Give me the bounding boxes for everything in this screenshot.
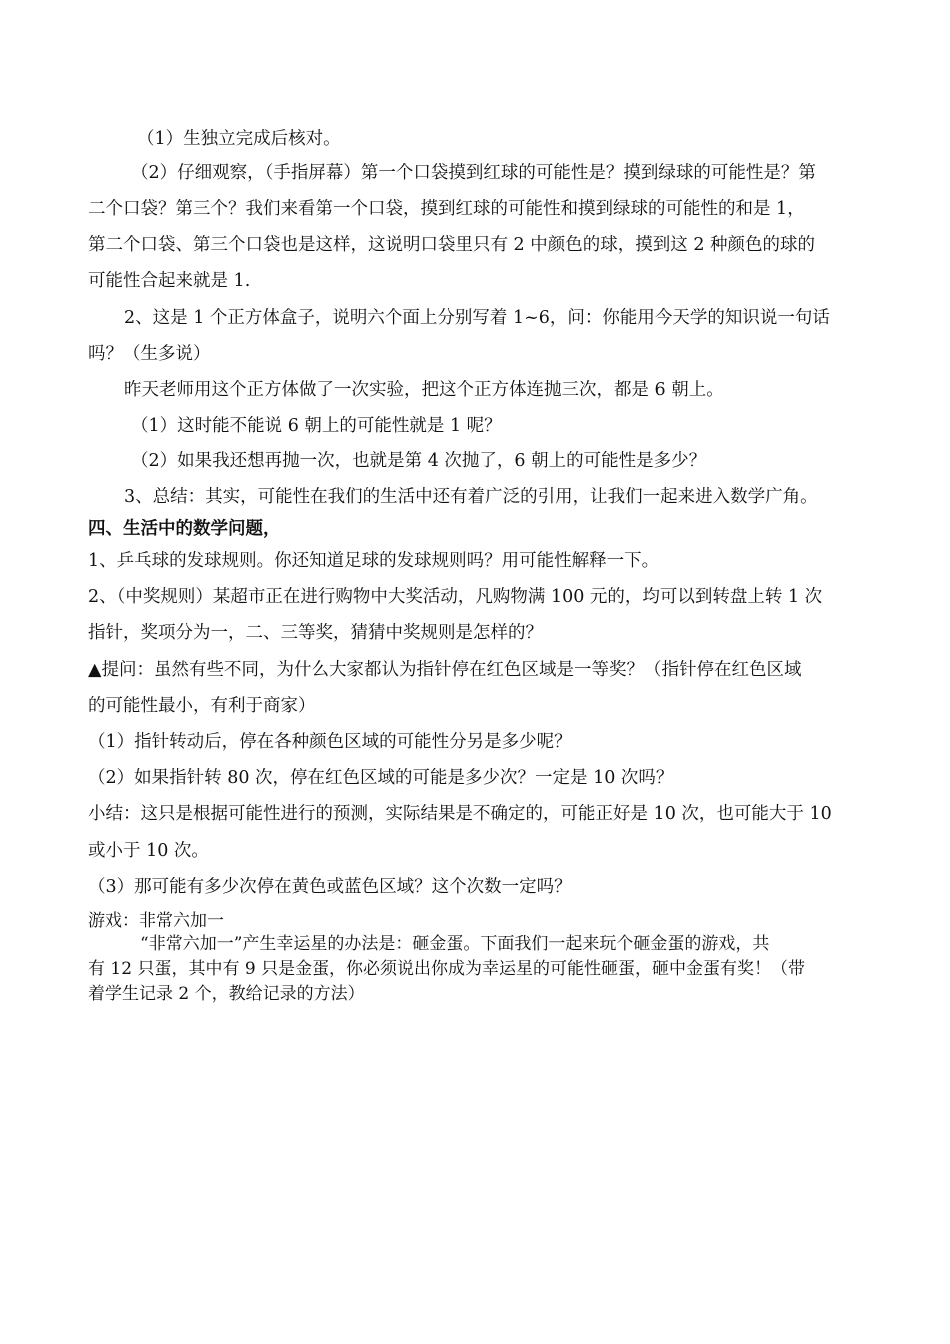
text-line: （1）指针转动后，停在各种颜色区域的可能性分另是多少呢？: [88, 732, 572, 752]
text-line: 昨天老师用这个正方体做了一次实验，把这个正方体连抛三次，都是 6 朝上。: [124, 380, 724, 400]
text-line: 有 12 只蛋，其中有 9 只是金蛋，你必须说出你成为幸运星的可能性砸蛋，砸中金蛋有奖！（带: [88, 959, 806, 979]
text-line: 2、（中奖规则）某超市正在进行购物中大奖活动，凡购物满 100 元的，均可以到转盘上转 1 次: [88, 587, 823, 607]
text-line: （2）仔细观察，（手指屏幕）第一个口袋摸到红球的可能性是？摸到绿球的可能性是？第: [131, 163, 816, 183]
section-heading: 四、生活中的数学问题，: [88, 519, 281, 539]
text-line: ▲提问：虽然有些不同，为什么大家都认为指针停在红色区域是一等奖？（指针停在红色区域: [88, 660, 802, 680]
text-line: 二个口袋？第三个？我们来看第一个口袋，摸到红球的可能性和摸到绿球的可能性的和是 1，: [88, 199, 805, 219]
text-line: “非常六加一”产生幸运星的办法是：砸金蛋。下面我们一起来玩个砸金蛋的游戏，共: [140, 934, 770, 954]
text-line: （1）生独立完成后核对。: [137, 129, 341, 149]
text-line: 的可能性最小，有利于商家）: [88, 696, 316, 716]
text-line: 3、总结：其实，可能性在我们的生活中还有着广泛的引用，让我们一起来进入数学广角。: [124, 487, 818, 507]
text-line: 2、这是 1 个正方体盒子，说明六个面上分别写着 1~6，问：你能用今天学的知识说一句话: [124, 308, 830, 328]
text-line: 吗？（生多说）: [88, 344, 211, 364]
text-line: （2）如果指针转 80 次，停在红色区域的可能是多少次？一定是 10 次吗？: [88, 768, 674, 788]
text-line: 第二个口袋、第三个口袋也是这样，这说明口袋里只有 2 中颜色的球，摸到这 2 种颜色的球的: [88, 235, 816, 255]
text-line: （3）那可能有多少次停在黄色或蓝色区域？这个次数一定吗？: [88, 877, 572, 897]
text-line: 小结：这只是根据可能性进行的预测，实际结果是不确定的，可能正好是 10 次，也可能大于 10: [88, 804, 832, 824]
text-line: 游戏：非常六加一: [88, 911, 224, 931]
text-line: （2）如果我还想再抛一次，也就是第 4 次抛了，6 朝上的可能性是多少？: [131, 451, 707, 471]
text-line: （1）这时能不能说 6 朝上的可能性就是 1 呢？: [131, 416, 502, 436]
text-line: 指针，奖项分为一，二、三等奖，猜猜中奖规则是怎样的？: [88, 623, 543, 643]
text-line: 1、乒乓球的发球规则。你还知道足球的发球规则吗？用可能性解释一下。: [88, 551, 660, 571]
text-line: 着学生记录 2 个，教给记录的方法）: [88, 984, 365, 1004]
text-line: 可能性合起来就是 1.: [88, 271, 251, 291]
text-line: 或小于 10 次。: [88, 841, 209, 861]
